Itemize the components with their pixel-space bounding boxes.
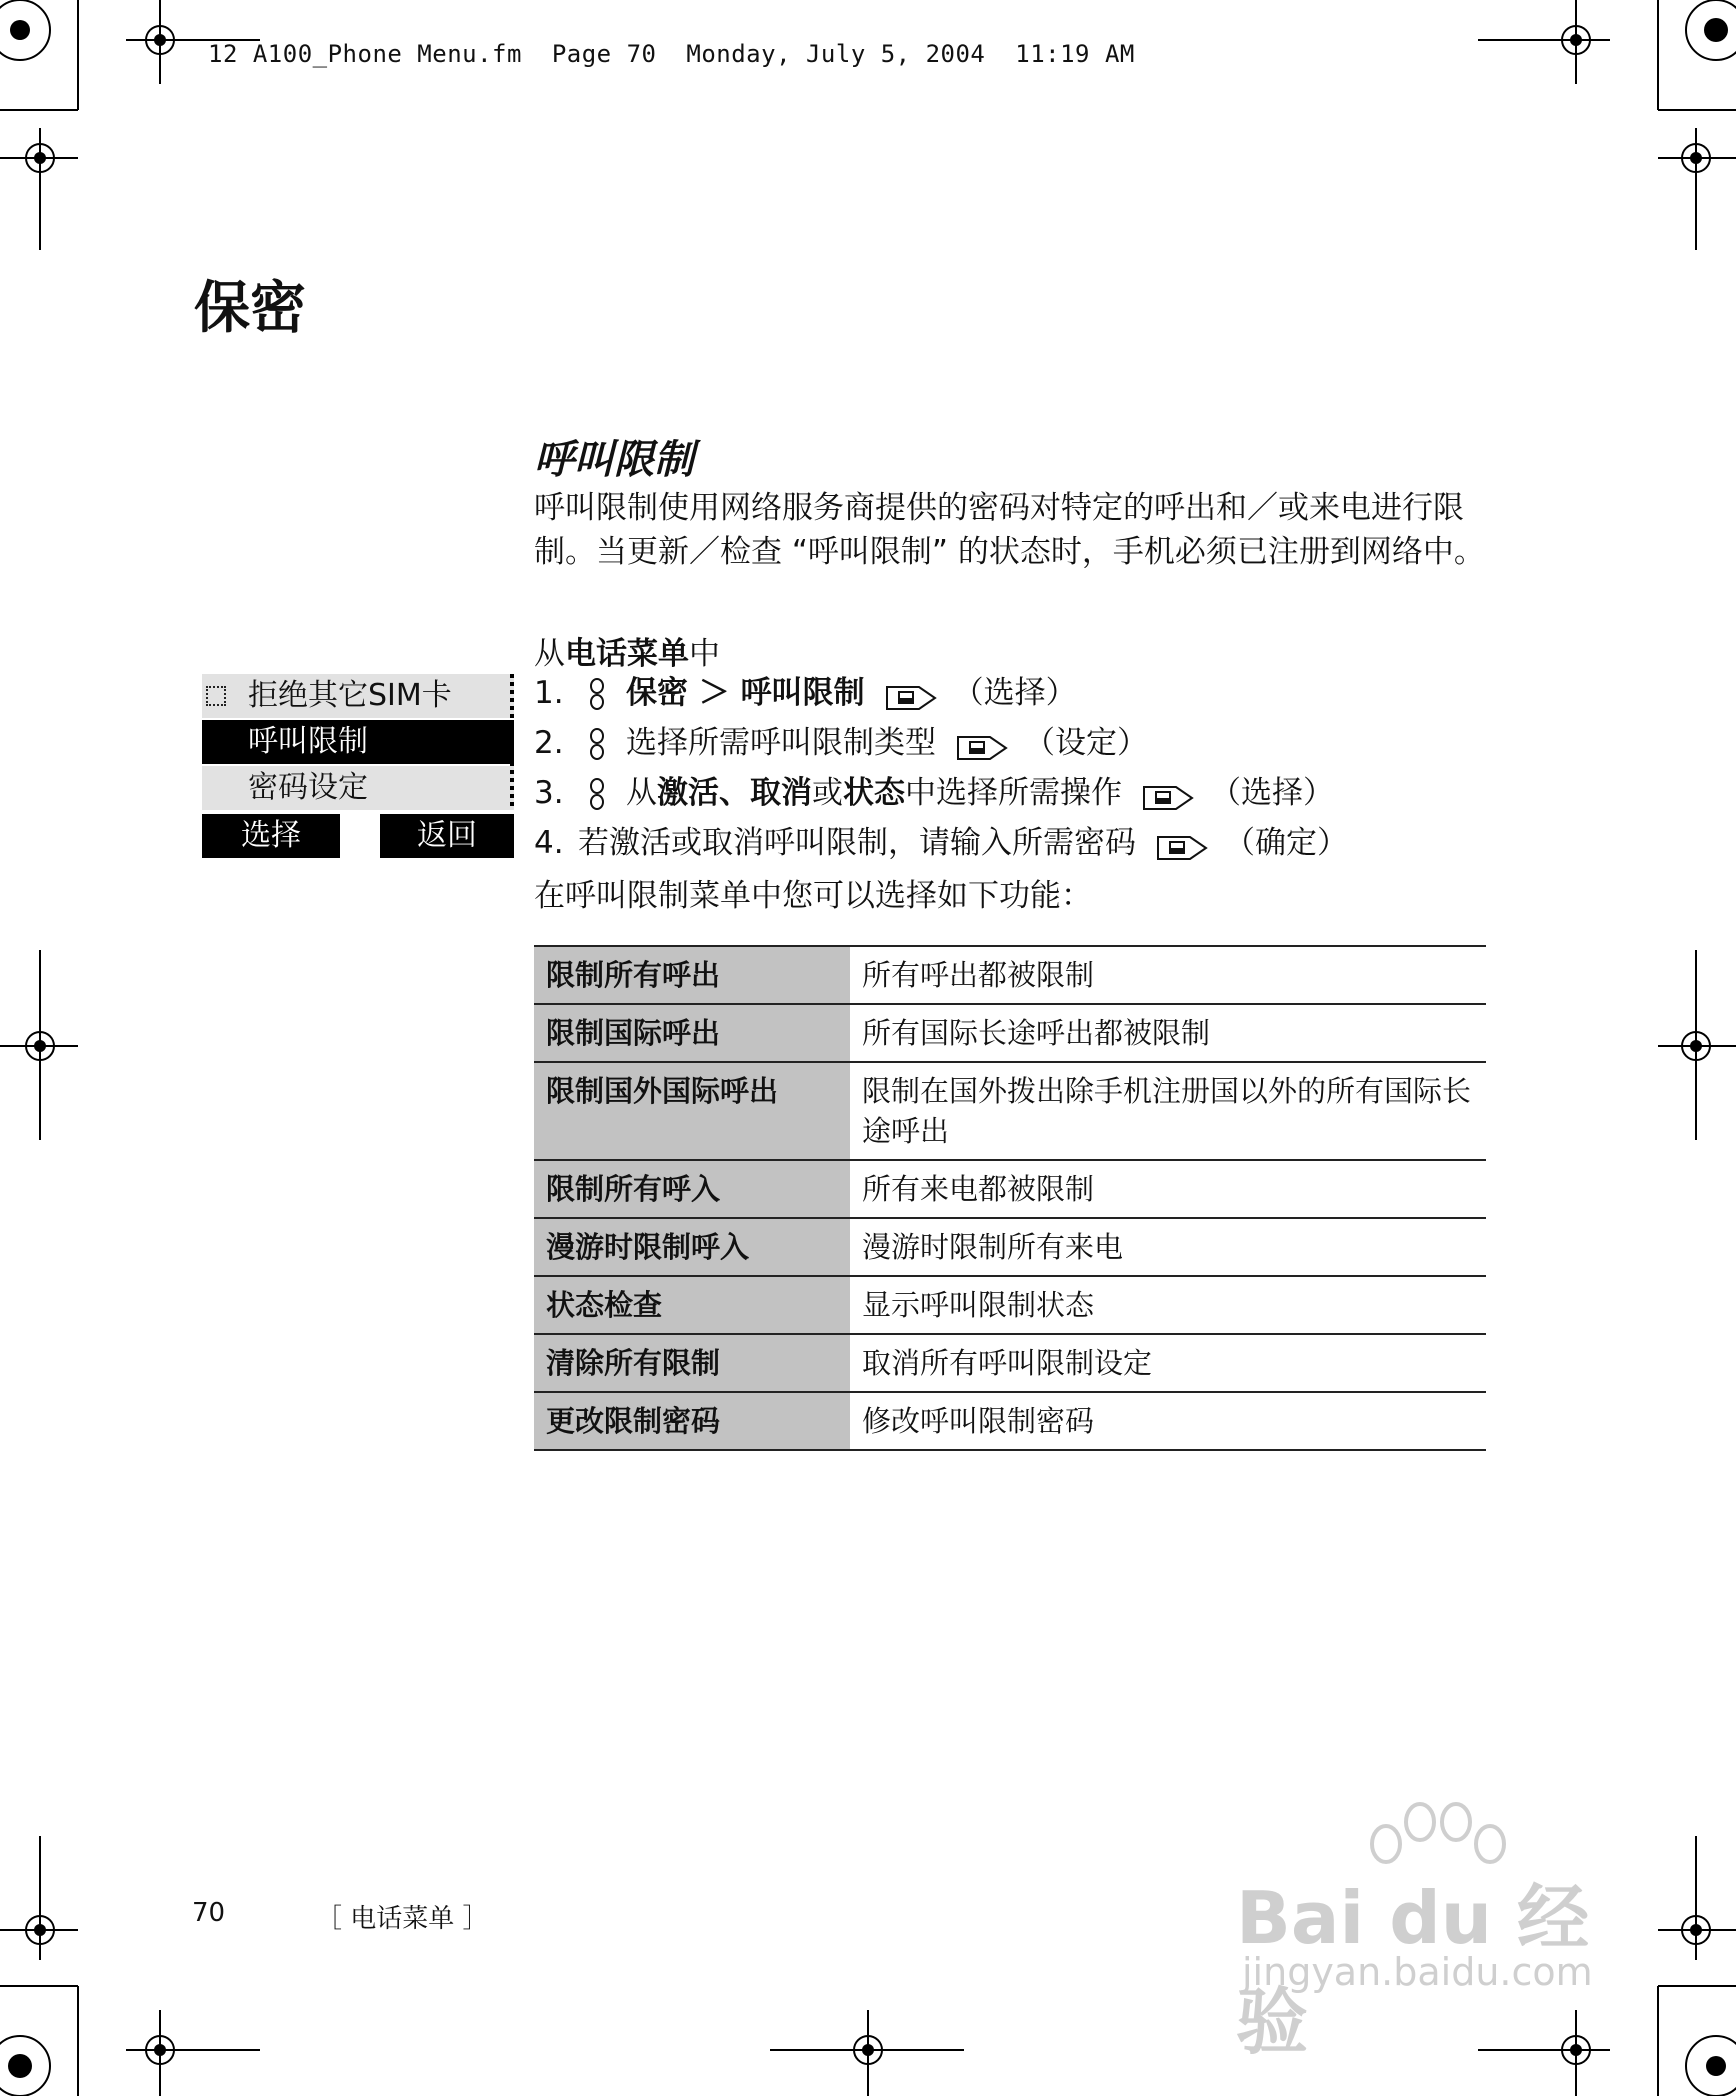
step-text: 激活 [657, 775, 719, 811]
step-number: 4. [534, 825, 564, 861]
table-row [534, 1276, 1486, 1334]
from-menu-line [534, 628, 720, 673]
table-row [534, 1160, 1486, 1218]
table-intro: 在呼叫限制菜单中您可以选择如下功能： [534, 878, 1092, 914]
function-name: 状态检查 [534, 1276, 850, 1334]
steps-list [534, 668, 1348, 868]
function-name: 限制所有呼入 [534, 1160, 850, 1218]
table-row [534, 1334, 1486, 1392]
step-action: （选择） [1210, 775, 1334, 811]
step-text: 选择所需呼叫限制类型 [626, 725, 936, 761]
function-description: 所有来电都被限制 [850, 1160, 1486, 1218]
phone-row-label: 呼叫限制 [248, 724, 368, 759]
step-item [534, 718, 1348, 768]
softkey-icon [1140, 778, 1196, 808]
phone-softkey-select: 选择 [202, 814, 340, 858]
step-number: 2. [534, 725, 564, 761]
function-name: 限制所有呼出 [534, 946, 850, 1004]
from-suffix: 中 [689, 636, 720, 672]
phone-menu-row [202, 674, 514, 718]
step-number: 3. [534, 775, 564, 811]
function-description: 所有呼出都被限制 [850, 946, 1486, 1004]
step-text: 中选择所需操作 [905, 775, 1122, 811]
step-text: 状态 [843, 775, 905, 811]
baidu-watermark [1236, 1800, 1636, 2064]
function-name: 清除所有限制 [534, 1334, 850, 1392]
function-description: 显示呼叫限制状态 [850, 1276, 1486, 1334]
watermark-url: jingyan.baidu.com [1242, 1950, 1593, 1994]
table-row [534, 1004, 1486, 1062]
phone-menu-row [202, 766, 514, 810]
step-item [534, 668, 1348, 718]
function-description: 取消所有呼叫限制设定 [850, 1334, 1486, 1392]
sim-card-icon [206, 686, 226, 706]
step-text: 、 [719, 775, 750, 811]
page-number: 70 [192, 1898, 226, 1928]
function-table [534, 945, 1486, 1451]
function-name: 漫游时限制呼入 [534, 1218, 850, 1276]
scrollbar-indicator [510, 674, 514, 810]
section-title: 呼叫限制 [534, 437, 694, 483]
step-action: （设定） [1024, 725, 1148, 761]
function-name: 限制国际呼出 [534, 1004, 850, 1062]
step-action: （选择） [952, 675, 1077, 711]
phone-softkey-back: 返回 [380, 814, 514, 858]
step-text: 取消 [750, 775, 812, 811]
step-text: 若激活或取消呼叫限制，请输入所需密码 [578, 825, 1136, 861]
softkey-icon [954, 728, 1010, 758]
softkey-icon [883, 678, 939, 708]
phone-screen-mockup [202, 674, 514, 858]
step-text: 呼叫限制 [740, 675, 865, 711]
step-text: ＞ [688, 675, 741, 711]
step-item [534, 818, 1348, 868]
footer-section: ［ 电话菜单 ］ [316, 1904, 489, 1934]
table-row [534, 1392, 1486, 1450]
table-row [534, 1218, 1486, 1276]
function-description: 漫游时限制所有来电 [850, 1218, 1486, 1276]
phone-row-label: 密码设定 [248, 770, 368, 805]
page-title: 保密 [194, 276, 306, 341]
function-name: 限制国外国际呼出 [534, 1062, 850, 1160]
step-text: 保密 [626, 675, 688, 711]
step-text: 从 [626, 775, 657, 811]
watermark-main: Bai du 经验 [1236, 1876, 1590, 2064]
navigation-key-icon [586, 776, 608, 810]
phone-row-label: 拒绝其它SIM卡 [248, 678, 452, 713]
section-paragraph: 呼叫限制使用网络服务商提供的密码对特定的呼出和／或来电进行限制。当更新／检查 “呼叫限制” 的状态时，手机必须已注册到网络中。 [534, 490, 1485, 570]
step-text: 或 [812, 775, 843, 811]
table-row [534, 1062, 1486, 1160]
table-row [534, 946, 1486, 1004]
function-description: 修改呼叫限制密码 [850, 1392, 1486, 1450]
function-name: 更改限制密码 [534, 1392, 850, 1450]
function-description: 所有国际长途呼出都被限制 [850, 1004, 1486, 1062]
from-menu-name: 电话菜单 [565, 636, 689, 672]
step-number: 1. [534, 675, 564, 711]
navigation-key-icon [586, 726, 608, 760]
step-item [534, 768, 1348, 818]
step-action: （确定） [1224, 825, 1348, 861]
navigation-key-icon [586, 676, 608, 710]
softkey-icon [1154, 828, 1210, 858]
phone-menu-row-selected [202, 720, 514, 764]
from-prefix: 从 [534, 636, 565, 672]
function-description: 限制在国外拨出除手机注册国以外的所有国际长途呼出 [850, 1062, 1486, 1160]
file-header: 12 A100_Phone Menu.fm Page 70 Monday, July 5, 2004 11:19 AM [208, 40, 1135, 68]
